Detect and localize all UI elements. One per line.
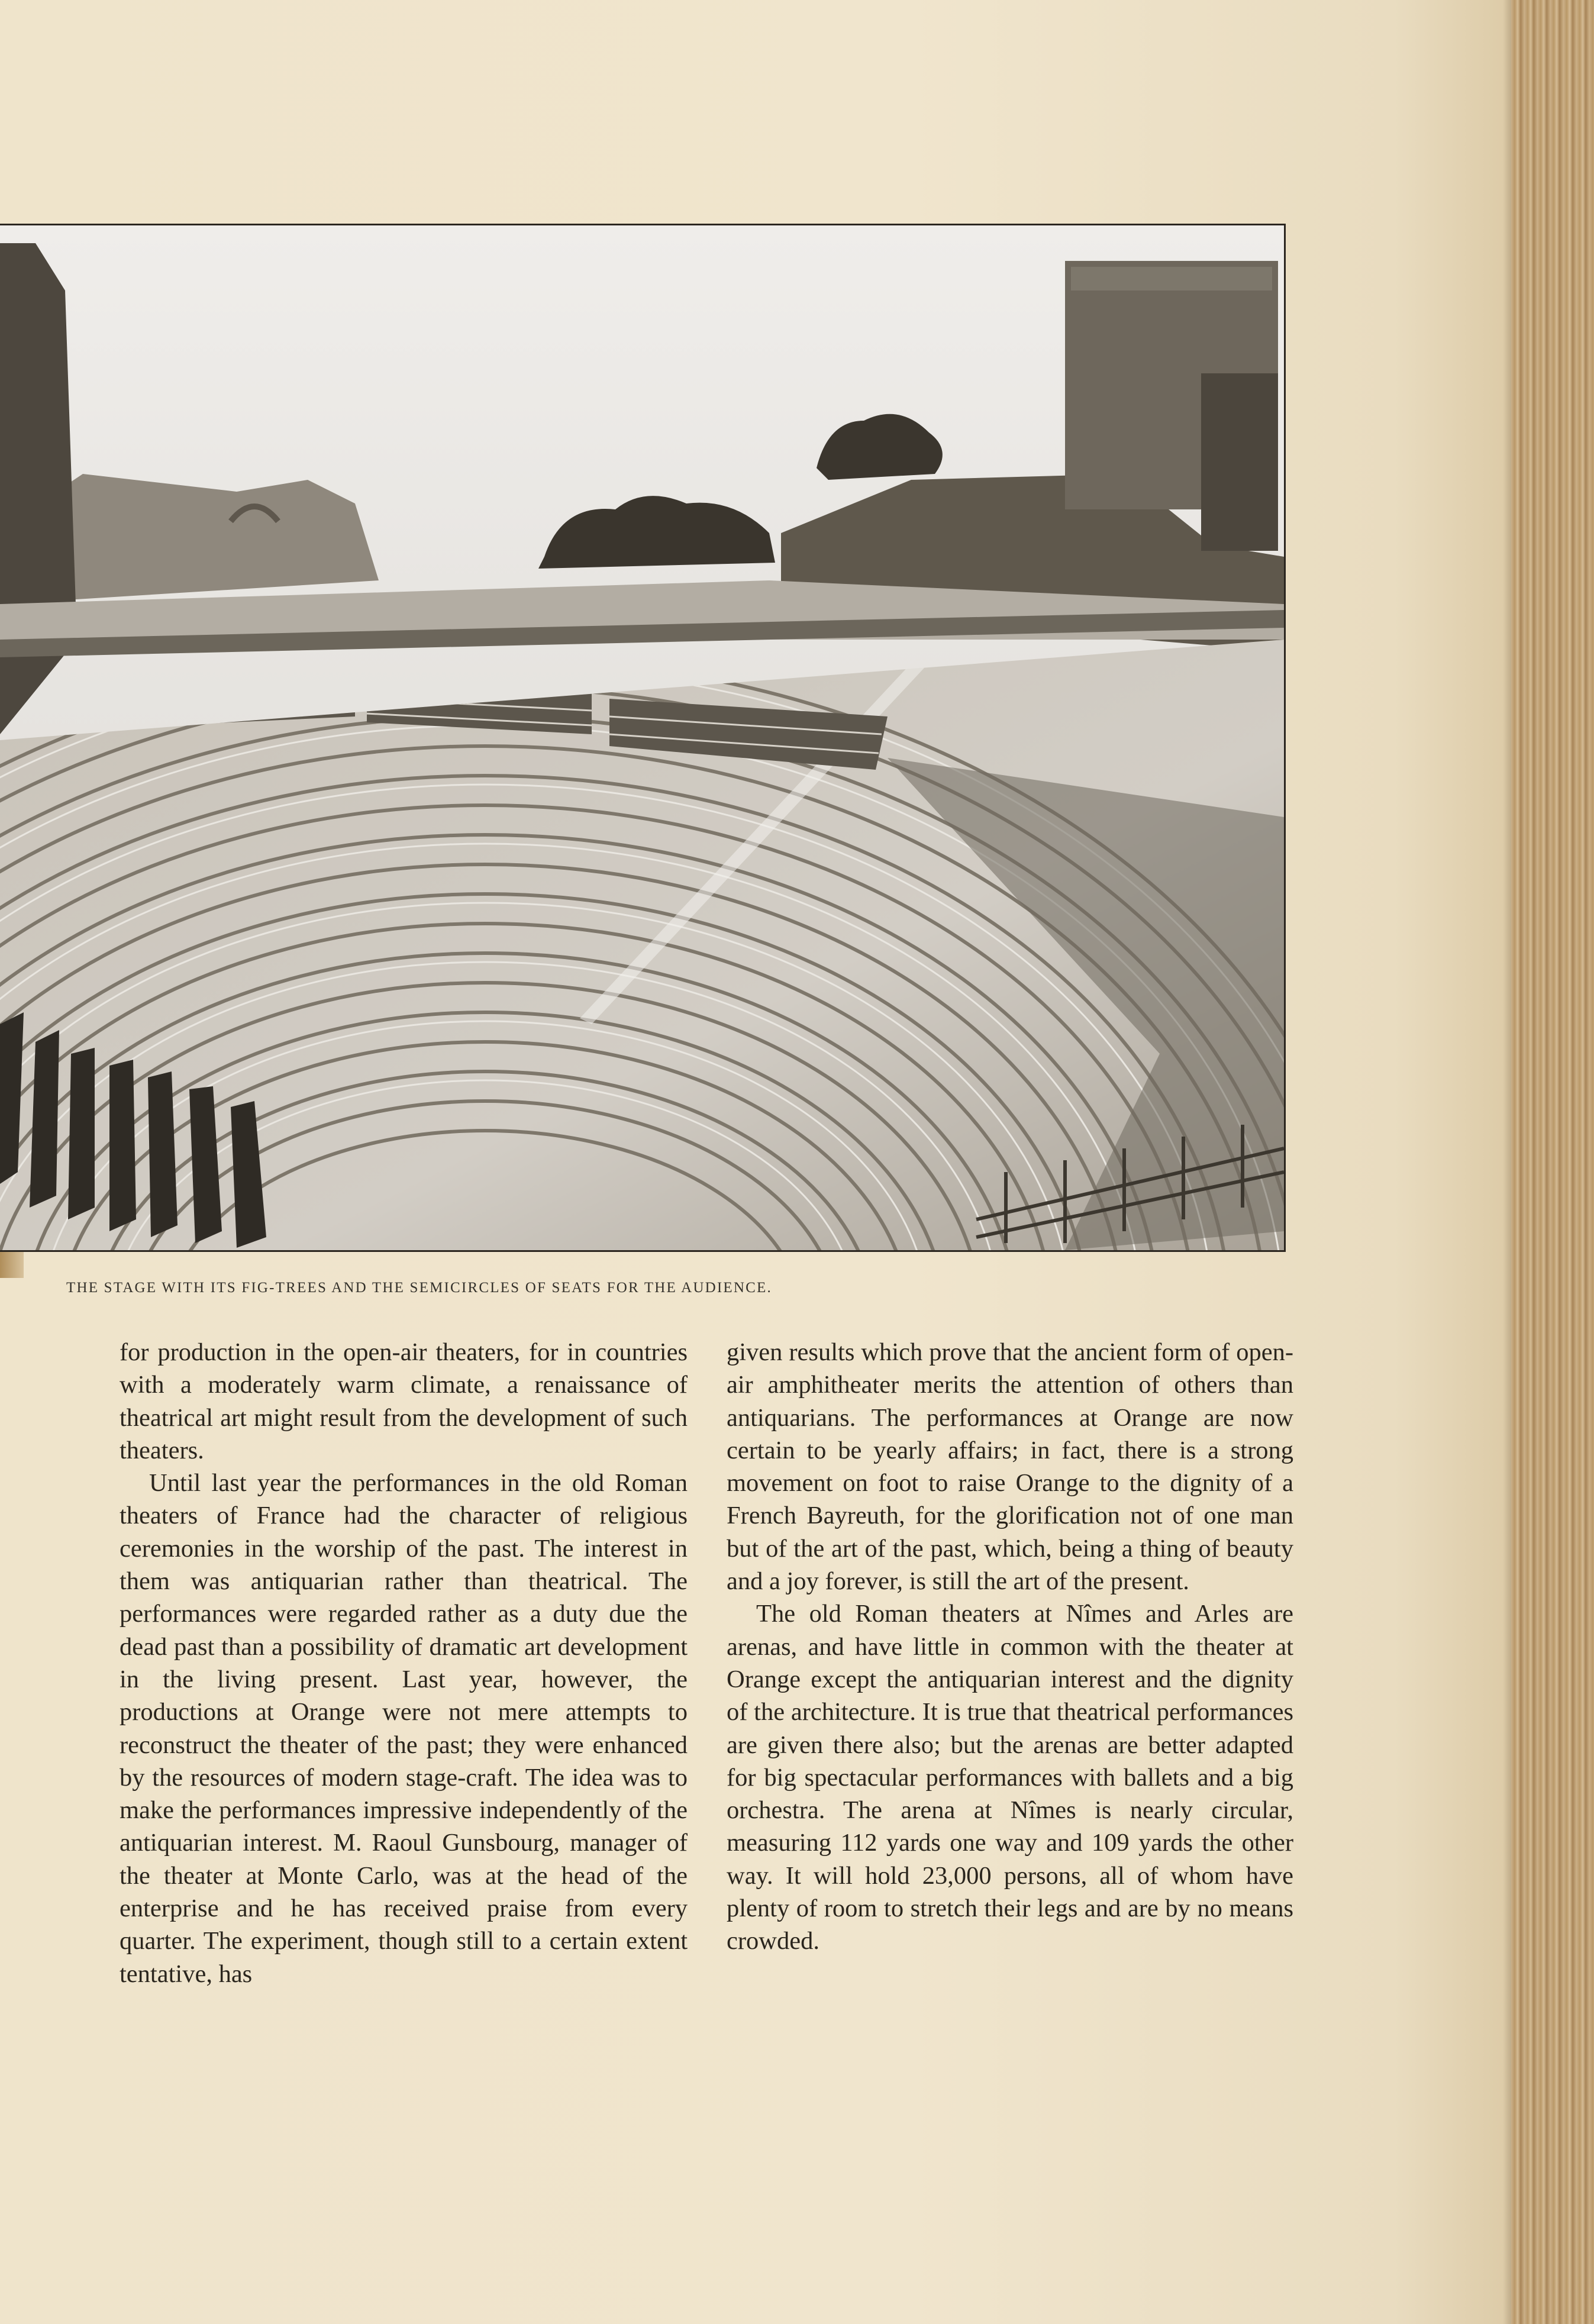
paragraph: Until last year the performances in the old Roman theaters of France had the character of religious ceremonies in the worship of the past. The interest in them was antiquarian rather than theatrical. The performances were regarded rather as a duty due the dead past than a possibility of dramatic art development in the living present. Last year, however, the productions at Orange were not mere attempts to reconstruct the theater of the past; they were enhanced by the resources of modern stage-craft. The idea was to make the performances impressive independently of the antiquarian interest. M. Raoul Gunsbourg, manager of the theater at Monte Carlo, was at the head of the enterprise and he has received praise from every quarter. The experiment, though still to a certain extent tentative, has (120, 1469, 688, 1988)
photo-caption: THE STAGE WITH ITS FIG-TREES AND THE SEMICIRCLES OF SEATS FOR THE AUDIENCE. (66, 1280, 772, 1296)
text-column-left (120, 1336, 688, 1990)
page-edges (1511, 0, 1594, 2324)
paragraph: The old Roman theaters at Nîmes and Arles are arenas, and have little in common with the theater at Orange except the antiquarian interest and the dignity of the architecture. It is true that theatrical performances are given there also; but the arenas are better adapted for big spectacular performances with ballets and a big orchestra. The arena at Nîmes is nearly circular, measuring 112 yards one way and 109 yards the other way. It will hold 23,000 persons, all of whom have plenty of room to stretch their legs and are by no means crowded. (727, 1600, 1293, 1955)
theater-photograph (0, 224, 1286, 1252)
text-column-right (727, 1336, 1293, 1958)
theater-photo-illustration (0, 225, 1284, 1250)
paragraph: for production in the open-air theaters, for in countries with a moderately warm climate, a renaissance of theatrical art might result from the development of such theaters. (120, 1338, 688, 1464)
paragraph: given results which prove that the ancient form of open-air amphitheater merits the attention of others than antiquarians. The performances at Orange are now certain to be yearly affairs; in fact, there is a strong movement on foot to raise Orange to the dignity of a French Bayreuth, for the glorification not of one man but of the art of the past, which, being a thing of beauty and a joy forever, is still the art of the present. (727, 1338, 1293, 1596)
